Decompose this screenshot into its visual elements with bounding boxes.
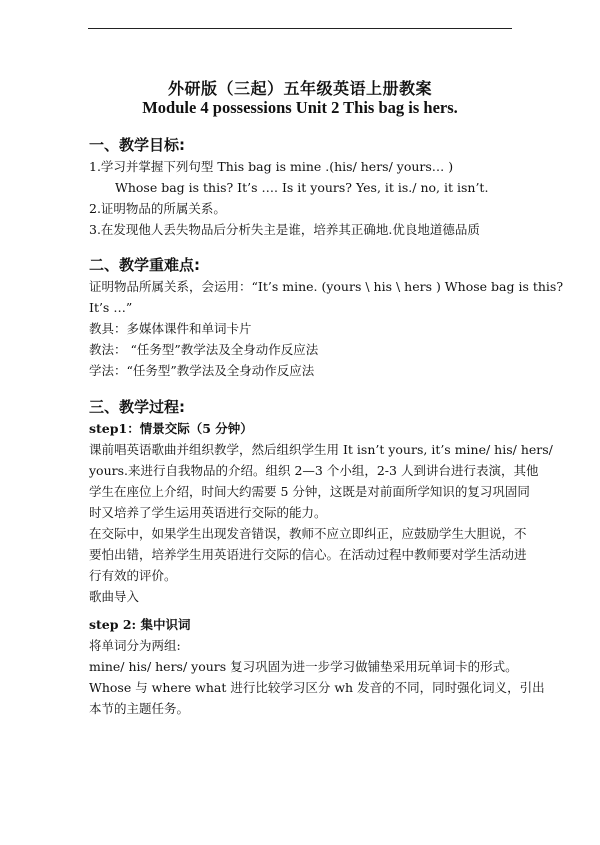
goal-line-2: Whose bag is this? It’s …. Is it yours? Yes, it is./ no, it isn’t. (115, 180, 489, 195)
step1-line: 要怕出错，培养学生用英语进行交际的信心。在活动过程中教师要对学生活动进 (89, 547, 527, 562)
step1-line: 行有效的评价。 (89, 568, 177, 583)
section-process (89, 396, 553, 607)
keypoint-line-2: It’s …” (89, 300, 133, 315)
teaching-method: 教法： “任务型”教学法及全身动作反应法 (89, 342, 319, 357)
keypoint-line-1: 证明物品所属关系，会运用：“It’s mine. (yours \ his \ hers ) Whose bag is this? (89, 279, 564, 294)
step1-line: 时又培养了学生运用英语进行交际的能力。 (89, 505, 327, 520)
section-goals (89, 134, 519, 240)
step1-line: 歌曲导入 (89, 589, 140, 604)
step2-line: Whose 与 where what 进行比较学习区分 wh 发音的不同，同时强化词义，引出 (89, 680, 545, 695)
step1-line: yours.来进行自我物品的介绍。组织 2—3 个小组，2-3 人到讲台进行表演，其他 (89, 463, 539, 478)
goal-line-3: 2.证明物品的所属关系。 (89, 201, 226, 216)
goal-line-1: 1.学习并掌握下列句型 This bag is mine .(his/ hers/ yours… ) (89, 159, 454, 174)
step2-line: 将单词分为两组: (89, 638, 181, 653)
section-heading: 三、教学过程: (89, 398, 185, 416)
section-heading: 一、教学目标: (89, 136, 185, 154)
document-title: 外研版（三起）五年级英语上册教案 (167, 79, 432, 98)
teaching-aids: 教具：多媒体课件和单词卡片 (89, 321, 252, 336)
step2-line: mine/ his/ hers/ yours 复习巩固为进一步学习做铺垫采用玩单词卡的形式。 (89, 659, 518, 674)
step1-line: 在交际中，如果学生出现发音错误，教师不应立即纠正，应鼓励学生大胆说，不 (89, 526, 527, 541)
step1-title: step1：情景交际（5 分钟） (89, 421, 253, 436)
goal-line-4: 3.在发现他人丢失物品后分析失主是谁，培养其正确地.优良地道德品质 (89, 222, 480, 237)
learning-method: 学法：“任务型”教学法及全身动作反应法 (89, 363, 315, 378)
step2-title: step 2: 集中识词 (89, 617, 191, 632)
section-keypoints (89, 254, 564, 381)
header-rule (88, 28, 512, 29)
section-step2 (89, 614, 545, 719)
document-subtitle: Module 4 possessions Unit 2 This bag is hers. (142, 98, 458, 117)
step2-line: 本节的主题任务。 (89, 701, 190, 716)
section-heading: 二、教学重难点: (89, 256, 200, 274)
step1-line: 学生在座位上介绍，时间大约需要 5 分钟，这既是对前面所学知识的复习巩固同 (89, 484, 530, 499)
step1-line: 课前唱英语歌曲并组织教学，然后组织学生用 It isn’t yours, it’s mine/ his/ hers/ (89, 442, 553, 457)
